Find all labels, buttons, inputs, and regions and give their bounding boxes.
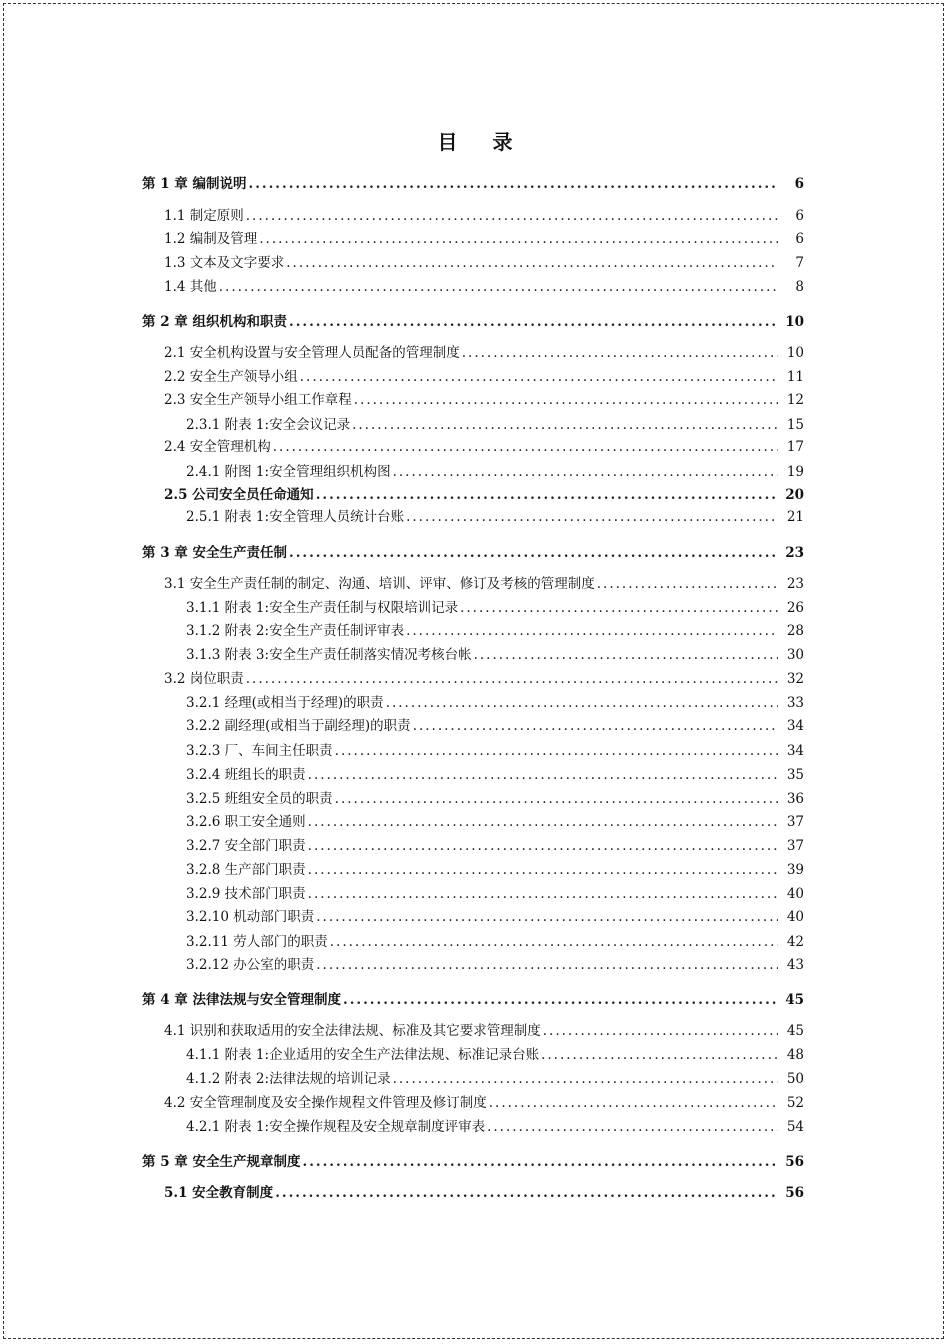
toc-page-number: 54 bbox=[786, 1119, 804, 1135]
toc-entry[interactable] bbox=[164, 368, 804, 386]
toc-page-number: 28 bbox=[786, 623, 804, 639]
toc-entry[interactable] bbox=[164, 230, 804, 248]
toc-entry-title: 3.2 岗位职责 bbox=[164, 671, 244, 687]
toc-leader-dots bbox=[286, 254, 778, 272]
toc-entry-title: 3.2.7 安全部门职责 bbox=[186, 838, 306, 854]
toc-chapter-entry[interactable] bbox=[142, 1153, 804, 1171]
toc-leader-dots bbox=[335, 790, 778, 808]
toc-entry[interactable] bbox=[186, 933, 804, 951]
toc-page-number: 12 bbox=[786, 392, 804, 408]
toc-page-number: 43 bbox=[786, 957, 804, 973]
toc-leader-dots bbox=[489, 1094, 778, 1112]
toc-entry-title: 第 4 章 法律法规与安全管理制度 bbox=[142, 992, 341, 1008]
toc-page-number: 7 bbox=[795, 255, 804, 271]
toc-chapter-entry[interactable] bbox=[142, 544, 804, 562]
toc-page-number: 56 bbox=[785, 1185, 804, 1201]
toc-leader-dots bbox=[386, 694, 778, 712]
toc-leader-dots bbox=[308, 766, 778, 784]
toc-entry[interactable] bbox=[186, 1046, 804, 1064]
toc-entry[interactable] bbox=[164, 207, 804, 225]
toc-entry-title: 3.1.1 附表 1:安全生产责任制与权限培训记录 bbox=[186, 600, 459, 616]
toc-page-number: 39 bbox=[786, 862, 804, 878]
toc-entry[interactable] bbox=[186, 717, 804, 735]
toc-entry-title: 4.2 安全管理制度及安全操作规程文件管理及修订制度 bbox=[164, 1095, 487, 1111]
toc-page-number: 6 bbox=[794, 176, 804, 192]
toc-page-number: 48 bbox=[786, 1047, 804, 1063]
toc-entry-title: 第 2 章 组织机构和职责 bbox=[142, 314, 287, 330]
toc-leader-dots bbox=[541, 1046, 778, 1064]
toc-leader-dots bbox=[259, 230, 778, 248]
toc-page-number: 50 bbox=[786, 1071, 804, 1087]
toc-entry-title: 3.2.4 班组长的职责 bbox=[186, 767, 306, 783]
toc-leader-dots bbox=[343, 991, 778, 1009]
toc-leader-dots bbox=[393, 1070, 778, 1088]
toc-entry-title: 3.2.12 办公室的职责 bbox=[186, 957, 315, 973]
toc-entry[interactable] bbox=[164, 254, 804, 272]
toc-entry[interactable] bbox=[186, 837, 804, 855]
toc-entry-title: 4.2.1 附表 1:安全操作规程及安全规章制度评审表 bbox=[186, 1119, 486, 1135]
toc-leader-dots bbox=[352, 416, 778, 434]
toc-entry-title: 2.3 安全生产领导小组工作章程 bbox=[164, 392, 352, 408]
toc-entry-title: 5.1 安全教育制度 bbox=[164, 1185, 274, 1201]
toc-entry-title: 2.2 安全生产领导小组 bbox=[164, 369, 298, 385]
toc-entry[interactable] bbox=[186, 508, 804, 526]
toc-leader-dots bbox=[289, 313, 778, 331]
toc-page-number: 32 bbox=[786, 671, 804, 687]
toc-page-number: 10 bbox=[785, 314, 804, 330]
toc-entry[interactable] bbox=[186, 766, 804, 784]
toc-leader-dots bbox=[249, 175, 779, 193]
toc-entry-title: 4.1.2 附表 2:法律法规的培训记录 bbox=[186, 1071, 391, 1087]
toc-entry[interactable] bbox=[164, 344, 804, 362]
toc-leader-dots bbox=[308, 861, 778, 879]
toc-page-number: 11 bbox=[786, 369, 804, 385]
toc-entry-title: 3.2.2 副经理(或相当于副经理)的职责 bbox=[186, 718, 411, 734]
toc-entry-title: 2.4.1 附图 1:安全管理组织机构图 bbox=[186, 464, 391, 480]
toc-entry-title: 第 3 章 安全生产责任制 bbox=[142, 545, 287, 561]
toc-entry[interactable] bbox=[186, 1118, 804, 1136]
toc-entry-title: 4.1 识别和获取适用的安全法律法规、标准及其它要求管理制度 bbox=[164, 1023, 541, 1039]
toc-leader-dots bbox=[219, 278, 778, 296]
toc-entry-title: 1.4 其他 bbox=[164, 279, 217, 295]
toc-chapter-entry[interactable] bbox=[142, 175, 804, 193]
toc-entry-title: 2.5 公司安全员任命通知 bbox=[164, 487, 314, 503]
toc-entry[interactable] bbox=[164, 1094, 804, 1112]
toc-page-number: 10 bbox=[786, 345, 804, 361]
toc-entry[interactable] bbox=[164, 278, 804, 296]
toc-leader-dots bbox=[300, 368, 778, 386]
toc-entry-title: 3.2.5 班组安全员的职责 bbox=[186, 791, 333, 807]
toc-leader-dots bbox=[246, 207, 778, 225]
toc-entry-title: 1.2 编制及管理 bbox=[164, 231, 258, 247]
toc-page-number: 23 bbox=[786, 576, 804, 592]
toc-entry[interactable] bbox=[186, 790, 804, 808]
toc-page-number: 17 bbox=[786, 439, 804, 455]
toc-entry-title: 2.5.1 附表 1:安全管理人员统计台账 bbox=[186, 509, 405, 525]
toc-entry-title: 3.1.2 附表 2:安全生产责任制评审表 bbox=[186, 623, 405, 639]
toc-page-number: 42 bbox=[786, 934, 804, 950]
toc-entry-title: 3.2.3 厂、车间主任职责 bbox=[186, 743, 333, 759]
toc-leader-dots bbox=[354, 391, 778, 409]
toc-entry-title: 1.1 制定原则 bbox=[164, 208, 244, 224]
toc-leader-dots bbox=[316, 908, 778, 926]
toc-leader-dots bbox=[316, 956, 778, 974]
toc-entry-title: 3.2.10 机动部门职责 bbox=[186, 909, 315, 925]
toc-entry-title: 2.4 安全管理机构 bbox=[164, 439, 271, 455]
toc-leader-dots bbox=[275, 1184, 778, 1202]
toc-page-number: 26 bbox=[786, 600, 804, 616]
toc-leader-dots bbox=[460, 599, 778, 617]
toc-entry[interactable] bbox=[186, 742, 804, 760]
toc-entry-title: 3.1 安全生产责任制的制定、沟通、培训、评审、修订及考核的管理制度 bbox=[164, 576, 595, 592]
toc-leader-dots bbox=[543, 1022, 778, 1040]
toc-entry[interactable] bbox=[164, 1184, 804, 1202]
toc-entry-title: 2.1 安全机构设置与安全管理人员配备的管理制度 bbox=[164, 345, 460, 361]
toc-entry[interactable] bbox=[186, 813, 804, 831]
toc-page-number: 36 bbox=[786, 791, 804, 807]
toc-page-number: 34 bbox=[786, 718, 804, 734]
toc-page-number: 6 bbox=[795, 231, 804, 247]
toc-entry[interactable] bbox=[186, 463, 804, 481]
toc-page-number: 52 bbox=[786, 1095, 804, 1111]
toc-entry[interactable] bbox=[186, 694, 804, 712]
toc-leader-dots bbox=[413, 717, 778, 735]
toc-page-number: 40 bbox=[786, 886, 804, 902]
toc-page-number: 35 bbox=[786, 767, 804, 783]
toc-entry-title: 3.1.3 附表 3:安全生产责任制落实情况考核台帐 bbox=[186, 647, 472, 663]
toc-leader-dots bbox=[406, 622, 778, 640]
toc-leader-dots bbox=[273, 438, 778, 456]
toc-page-number: 21 bbox=[786, 509, 804, 525]
toc-entry-title: 3.2.9 技术部门职责 bbox=[186, 886, 306, 902]
toc-page-number: 33 bbox=[786, 695, 804, 711]
toc-entry[interactable] bbox=[186, 599, 804, 617]
toc-entry[interactable] bbox=[186, 861, 804, 879]
toc-leader-dots bbox=[597, 575, 778, 593]
toc-entry[interactable] bbox=[164, 391, 804, 409]
toc-chapter-entry[interactable] bbox=[142, 313, 804, 331]
toc-title: 目 录 bbox=[437, 130, 527, 154]
toc-leader-dots bbox=[308, 885, 778, 903]
toc-page-number: 37 bbox=[786, 838, 804, 854]
toc-page-number: 6 bbox=[795, 208, 804, 224]
toc-leader-dots bbox=[308, 813, 778, 831]
toc-entry[interactable] bbox=[186, 646, 804, 664]
toc-entry-title: 1.3 文本及文字要求 bbox=[164, 255, 285, 271]
toc-leader-dots bbox=[330, 933, 778, 951]
toc-leader-dots bbox=[462, 344, 778, 362]
toc-entry-title: 3.2.1 经理(或相当于经理)的职责 bbox=[186, 695, 384, 711]
toc-page-number: 30 bbox=[786, 647, 804, 663]
toc-page-number: 45 bbox=[785, 992, 804, 1008]
toc-leader-dots bbox=[316, 486, 778, 504]
toc-page-number: 40 bbox=[786, 909, 804, 925]
toc-leader-dots bbox=[303, 1153, 779, 1171]
toc-entry[interactable] bbox=[186, 622, 804, 640]
toc-entry-title: 2.3.1 附表 1:安全会议记录 bbox=[186, 417, 351, 433]
toc-page-number: 37 bbox=[786, 814, 804, 830]
toc-page-number: 23 bbox=[785, 545, 804, 561]
toc-leader-dots bbox=[393, 463, 778, 481]
toc-entry[interactable] bbox=[164, 438, 804, 456]
toc-entry[interactable] bbox=[186, 908, 804, 926]
toc-leader-dots bbox=[289, 544, 778, 562]
toc-leader-dots bbox=[246, 670, 778, 688]
toc-entry[interactable] bbox=[164, 670, 804, 688]
toc-entry[interactable] bbox=[186, 416, 804, 434]
toc-entry[interactable] bbox=[164, 1022, 804, 1040]
toc-page-number: 19 bbox=[786, 464, 804, 480]
toc-entry[interactable] bbox=[164, 575, 804, 593]
toc-page-number: 56 bbox=[785, 1154, 804, 1170]
toc-leader-dots bbox=[335, 742, 778, 760]
toc-entry[interactable] bbox=[186, 1070, 804, 1088]
toc-entry-title: 第 1 章 编制说明 bbox=[142, 176, 247, 192]
toc-entry-title: 3.2.8 生产部门职责 bbox=[186, 862, 306, 878]
toc-entry[interactable] bbox=[164, 486, 804, 504]
toc-page-number: 45 bbox=[786, 1023, 804, 1039]
toc-leader-dots bbox=[406, 508, 778, 526]
toc-leader-dots bbox=[308, 837, 778, 855]
toc-entry[interactable] bbox=[186, 885, 804, 903]
toc-entry-title: 3.2.11 劳人部门的职责 bbox=[186, 934, 328, 950]
toc-page-number: 15 bbox=[786, 417, 804, 433]
toc-page-number: 20 bbox=[785, 487, 804, 503]
toc-page-number: 34 bbox=[786, 743, 804, 759]
toc-leader-dots bbox=[474, 646, 778, 664]
toc-entry-title: 4.1.1 附表 1:企业适用的安全生产法律法规、标准记录台账 bbox=[186, 1047, 540, 1063]
toc-entry-title: 第 5 章 安全生产规章制度 bbox=[142, 1154, 301, 1170]
toc-leader-dots bbox=[487, 1118, 778, 1136]
toc-page-number: 8 bbox=[795, 279, 804, 295]
toc-entry[interactable] bbox=[186, 956, 804, 974]
toc-chapter-entry[interactable] bbox=[142, 991, 804, 1009]
toc-entry-title: 3.2.6 职工安全通则 bbox=[186, 814, 306, 830]
